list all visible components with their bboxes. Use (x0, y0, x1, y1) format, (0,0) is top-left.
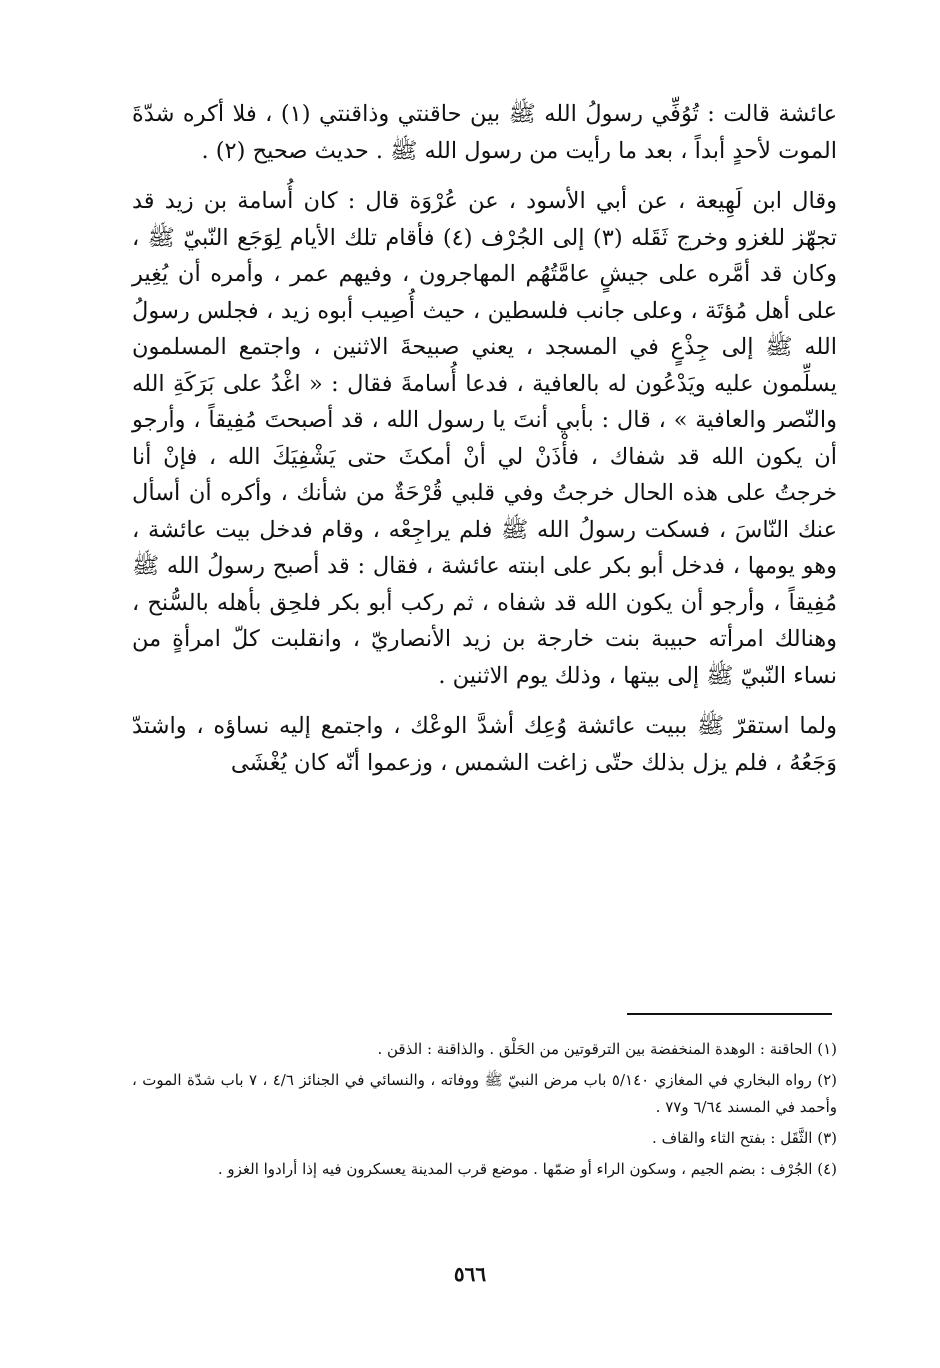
footnote-2: (٢) رواه البخاري في المغازي ٥/١٤٠ باب مرض النبيّ ﷺ ووفاته ، والنسائي في الجنائز ٤/٦ ، ٧ باب شدّة الموت ، وأحمد في المسند ٦/٦٤ و٧٧ . (132, 1071, 837, 1116)
paragraph-2: وقال ابن لَهِيعة ، عن أبي الأسود ، عن عُرْوَة قال : كان أُسامة بن زيد قد تجهّز للغزو وخرج ثَقَله (٣) إلى الجُرْف (٤) فأقام تلك الأيام لِوَجَع النّبيّ ﷺ ، وكان قد أمَّره على جيشٍ عامَّتُهُم المهاجرون ، وفيهم عمر ، وأمره أن يُغِير على أهل مُؤتَة ، وعلى جانب فلسطين ، حيث أُصِيب أبوه زيد ، فجلس رسولُ الله ﷺ إلى جِذْعٍ في المسجد ، يعني صبيحةَ الاثنين ، واجتمع المسلمون يسلِّمون عليه ويَدْعُون له بالعافية ، فدعا أُسامةَ فقال : « اغْدُ على بَرَكَةِ الله والنّصر والعافية » ، قال : بأبي أنتَ يا رسول الله ، قد أصبحتَ مُفِيقاً ، وأرجو أن يكون الله قد شفاك ، فأْذَنْ لي أنْ أمكثَ حتى يَشْفِيَكَ الله ، فإنْ أنا خرجتُ على هذه الحال خرجتُ وفي قلبي قُرْحَةٌ من شأنك ، وأكره أن أسأل عنك النّاسَ ، فسكت رسولُ الله ﷺ فلم يراجِعْه ، وقام فدخل بيت عائشة ، وهو يومها ، فدخل أبو بكر على ابنته عائشة ، فقال : قد أصبح رسولُ الله ﷺ مُفِيقاً ، وأرجو أن يكون الله قد شفاه ، ثم ركب أبو بكر فلحِق بأهله بالسُّنح ، وهنالك امرأته حبيبة بنت خارجة بن زيد الأنصاريّ ، وانقلبت كلّ امرأةٍ من نساء النّبيّ ﷺ إلى بيتها ، وذلك يوم الاثنين . (132, 188, 838, 689)
page-number: ٥٦٦ (453, 1262, 487, 1286)
main-text (132, 96, 837, 781)
footnote-1: (١) الحاقنة : الوهدة المنخفضة بين الترقوتين من الحَلْق . والذاقنة : الذقن . (377, 1040, 837, 1058)
footnote-4: (٤) الجُرْف : بضم الجيم ، وسكون الراء أو ضمّها . موضع قرب المدينة يعسكرون فيه إذا أرادوا الغزو . (217, 1160, 837, 1178)
footnote-3: (٣) الثَّقَل : بفتح الثاء والقاف . (652, 1129, 837, 1147)
footnotes (132, 1036, 837, 1187)
paragraph-1: عائشة قالت : تُوُفِّي رسولُ الله ﷺ بين حاقنتي وذاقنتي (١) ، فلا أكره شدّةَ الموت لأحدٍ أبداً ، بعد ما رأيت من رسول الله ﷺ . حديث صحيح (٢) . (132, 101, 837, 164)
footnote-divider (627, 1013, 832, 1015)
paragraph-3: ولما استقرّ ﷺ ببيت عائشة وُعِك أشدَّ الوعْك ، واجتمع إليه نساؤه ، واشتدّ وَجَعُهُ ، فلم يزل بذلك حتّى زاغت الشمس ، وزعموا أنّه كان يُغْشَى (132, 713, 837, 776)
